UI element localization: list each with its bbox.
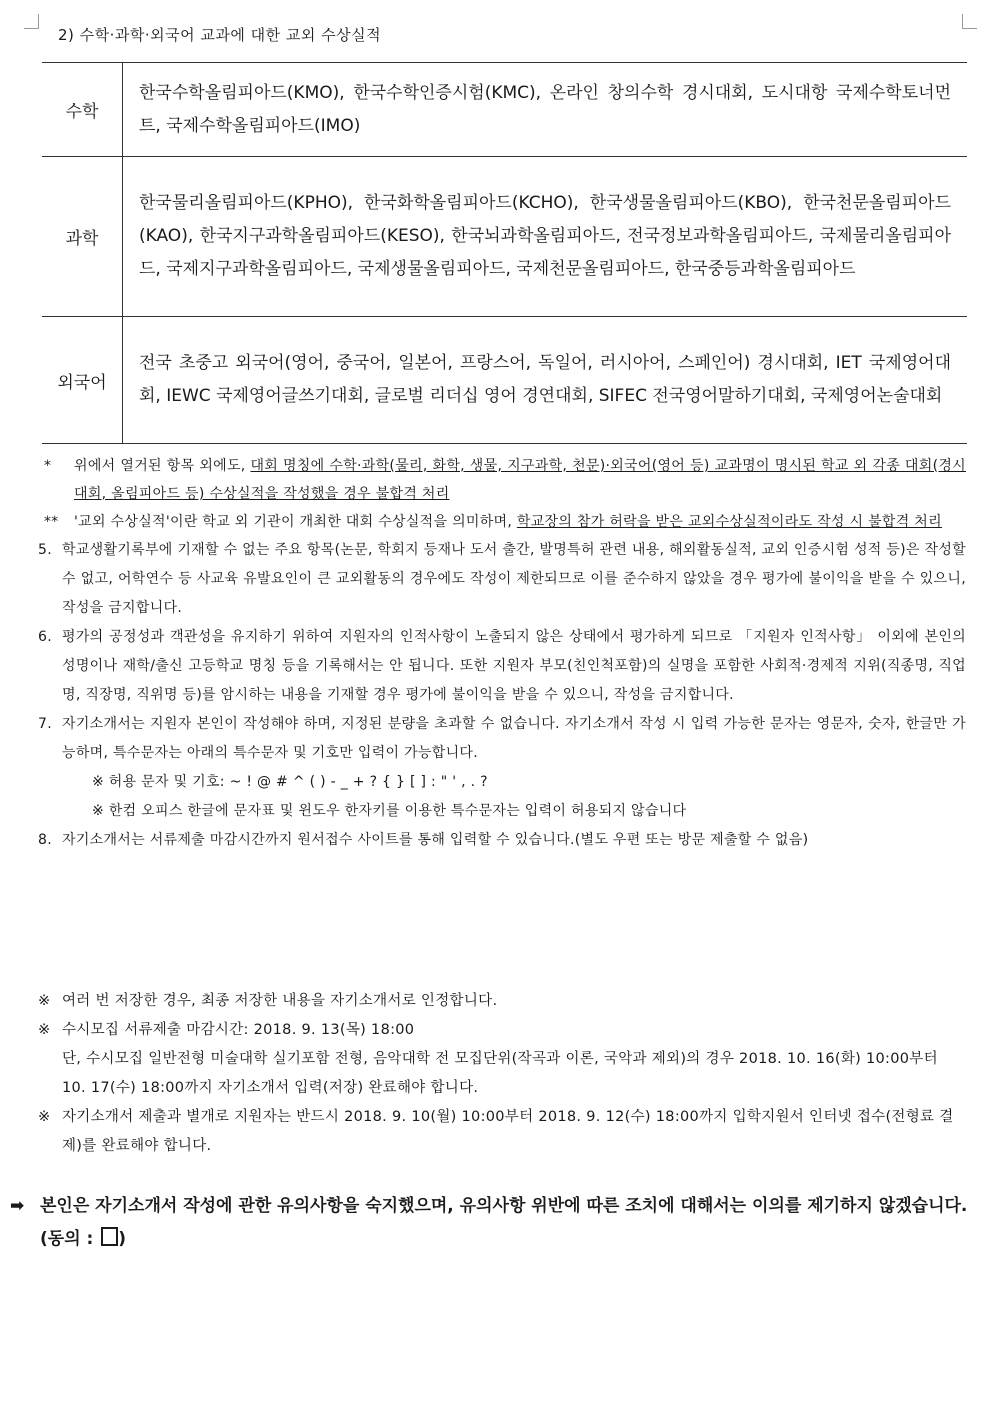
- footnote: [38, 452, 966, 508]
- table-row: [42, 157, 967, 317]
- item-text: 평가의 공정성과 객관성을 유지하기 위하여 지원자의 인적사항이 노출되지 않은 상태에서 평가하게 되므로 「지원자 인적사항」 이외에 본인의 성명이나 재학/출신 고등학교 명칭 등을 기록해서는 안 됩니다. 또한 지원자 부모(친인척포함)의 실명을 포함한 사회적·경제적 지위(직종명, 직업명, 직장명, 직위명 등)를 암시하는 내용을 기재할 경우 평가에 불이익을 받을 수 있으니, 작성을 금지합니다.: [62, 629, 966, 703]
- reminder: [38, 1103, 966, 1161]
- item-number: 5.: [38, 542, 52, 558]
- agreement-close: ): [118, 1229, 127, 1249]
- reminder-text: 여러 번 저장한 경우, 최종 저장한 내용을 자기소개서로 인정합니다.: [62, 993, 498, 1009]
- arrow-icon: ➡: [10, 1196, 25, 1216]
- item-text: 학교생활기록부에 기재할 수 없는 주요 항목(논문, 학회지 등재나 도서 출간, 발명특허 관련 내용, 해외활동실적, 교외 인증시험 성적 등)은 작성할 수 없고, 어학연수 등 사교육 유발요인이 큰 교외활동의 경우에도 작성이 제한되므로 이를 준수하지 않았을 경우 평가에 불이익을 받을 수 있으니, 작성을 금지합니다.: [62, 542, 966, 616]
- awards-cell: 한국수학올림피아드(KMO), 한국수학인증시험(KMC), 온라인 창의수학 경시대회, 도시대항 국제수학토너먼트, 국제수학올림피아드(IMO): [123, 63, 968, 157]
- numbered-item: [38, 536, 966, 623]
- reminder-mark: ※: [38, 1022, 51, 1038]
- hancom-note: ※ 한컴 오피스 한글에 문자표 및 윈도우 한자키를 이용한 특수문자는 입력이 허용되지 않습니다: [92, 803, 687, 819]
- page-corner-mark-left: [24, 14, 39, 29]
- awards-cell: 전국 초중고 외국어(영어, 중국어, 일본어, 프랑스어, 독일어, 러시아어, 스페인어) 경시대회, IET 국제영어대회, IEWC 국제영어글쓰기대회, 글로벌 리더십 영어 경연대회, SIFEC 전국영어말하기대회, 국제영어논술대회: [123, 317, 968, 444]
- reminder: [38, 987, 966, 1016]
- footnote-underlined-text: 학교장의 참가 허락을 받은 교외수상실적이라도 작성 시 불합격 처리: [516, 514, 942, 530]
- page-corner-mark-right: [962, 14, 977, 29]
- agreement-text: 본인은 자기소개서 작성에 관한 유의사항을 숙지했으며, 유의사항 위반에 따른 조치에 대해서는 이의를 제기하지 않겠습니다. (동의 :: [40, 1196, 968, 1249]
- numbered-item: [38, 623, 966, 710]
- footnote: [38, 508, 966, 536]
- item-text: 자기소개서는 지원자 본인이 작성해야 하며, 지정된 분량을 초과할 수 없습니다. 자기소개서 작성 시 입력 가능한 문자는 영문자, 숫자, 한글만 가능하며, 특수문자는 아래의 특수문자 및 기호만 입력이 가능합니다.: [62, 716, 966, 761]
- reminder-mark: ※: [38, 1109, 51, 1125]
- footnote-mark: **: [44, 514, 59, 530]
- footnote-underlined-text: 대회 명칭에 수학·과학(물리, 화학, 생물, 지구과학, 천문)·외국어(영어 등) 교과명이 명시된 학교 외 각종 대회(경시대회, 올림피아드 등) 수상실적을 작성했을 경우 불합격 처리: [74, 458, 966, 502]
- agreement-statement: [10, 1190, 970, 1256]
- item-number: 7.: [38, 716, 52, 732]
- reminders-section: [38, 987, 966, 1161]
- reminder-text: 수시모집 서류제출 마감시간: 2018. 9. 13(목) 18:00: [62, 1022, 415, 1038]
- reminder: [38, 1016, 966, 1103]
- item-number: 8.: [38, 832, 52, 848]
- notes-section: [38, 452, 966, 855]
- allowed-characters-note: ※ 허용 문자 및 기호: ~ ! @ # ^ ( ) - _ + ? { } [ ] : " ' , . ?: [92, 774, 488, 790]
- awards-table: [42, 62, 967, 444]
- reminder-text: 자기소개서 제출과 별개로 지원자는 반드시 2018. 9. 10(월) 10:00부터 2018. 9. 12(수) 18:00까지 입학지원서 인터넷 접수(전형료 결제)를 완료해야 합니다.: [62, 1109, 954, 1154]
- numbered-item: [38, 826, 966, 855]
- reminder-subtext: 단, 수시모집 일반전형 미술대학 실기포함 전형, 음악대학 전 모집단위(작곡과 이론, 국악과 제외)의 경우 2018. 10. 16(화) 10:00부터 10. 17(수) 18:00까지 자기소개서 입력(저장) 완료해야 합니다.: [62, 1051, 938, 1096]
- agree-checkbox[interactable]: [101, 1227, 118, 1246]
- subject-cell: 외국어: [42, 317, 123, 444]
- section-heading: 2) 수학·과학·외국어 교과에 대한 교외 수상실적: [58, 26, 382, 44]
- table-row: [42, 63, 967, 157]
- item-number: 6.: [38, 629, 52, 645]
- numbered-item: [38, 710, 966, 826]
- footnote-mark: *: [44, 458, 52, 474]
- footnote-text: '교외 수상실적'이란 학교 외 기관이 개최한 대회 수상실적을 의미하며,: [74, 514, 517, 530]
- awards-cell: 한국물리올림피아드(KPHO), 한국화학올림피아드(KCHO), 한국생물올림피아드(KBO), 한국천문올림피아드(KAO), 한국지구과학올림피아드(KESO), 한국뇌과학올림피아드, 전국정보과학올림피아드, 국제물리올림피아드, 국제지구과학올림피아드, 국제생물올림피아드, 국제천문올림피아드, 한국중등과학올림피아드: [123, 157, 968, 317]
- subject-cell: 과학: [42, 157, 123, 317]
- footnote-text: 위에서 열거된 항목 외에도,: [74, 458, 251, 474]
- reminder-mark: ※: [38, 993, 51, 1009]
- item-text: 자기소개서는 서류제출 마감시간까지 원서접수 사이트를 통해 입력할 수 있습니다.(별도 우편 또는 방문 제출할 수 없음): [62, 832, 809, 848]
- table-row: [42, 317, 967, 444]
- subject-cell: 수학: [42, 63, 123, 157]
